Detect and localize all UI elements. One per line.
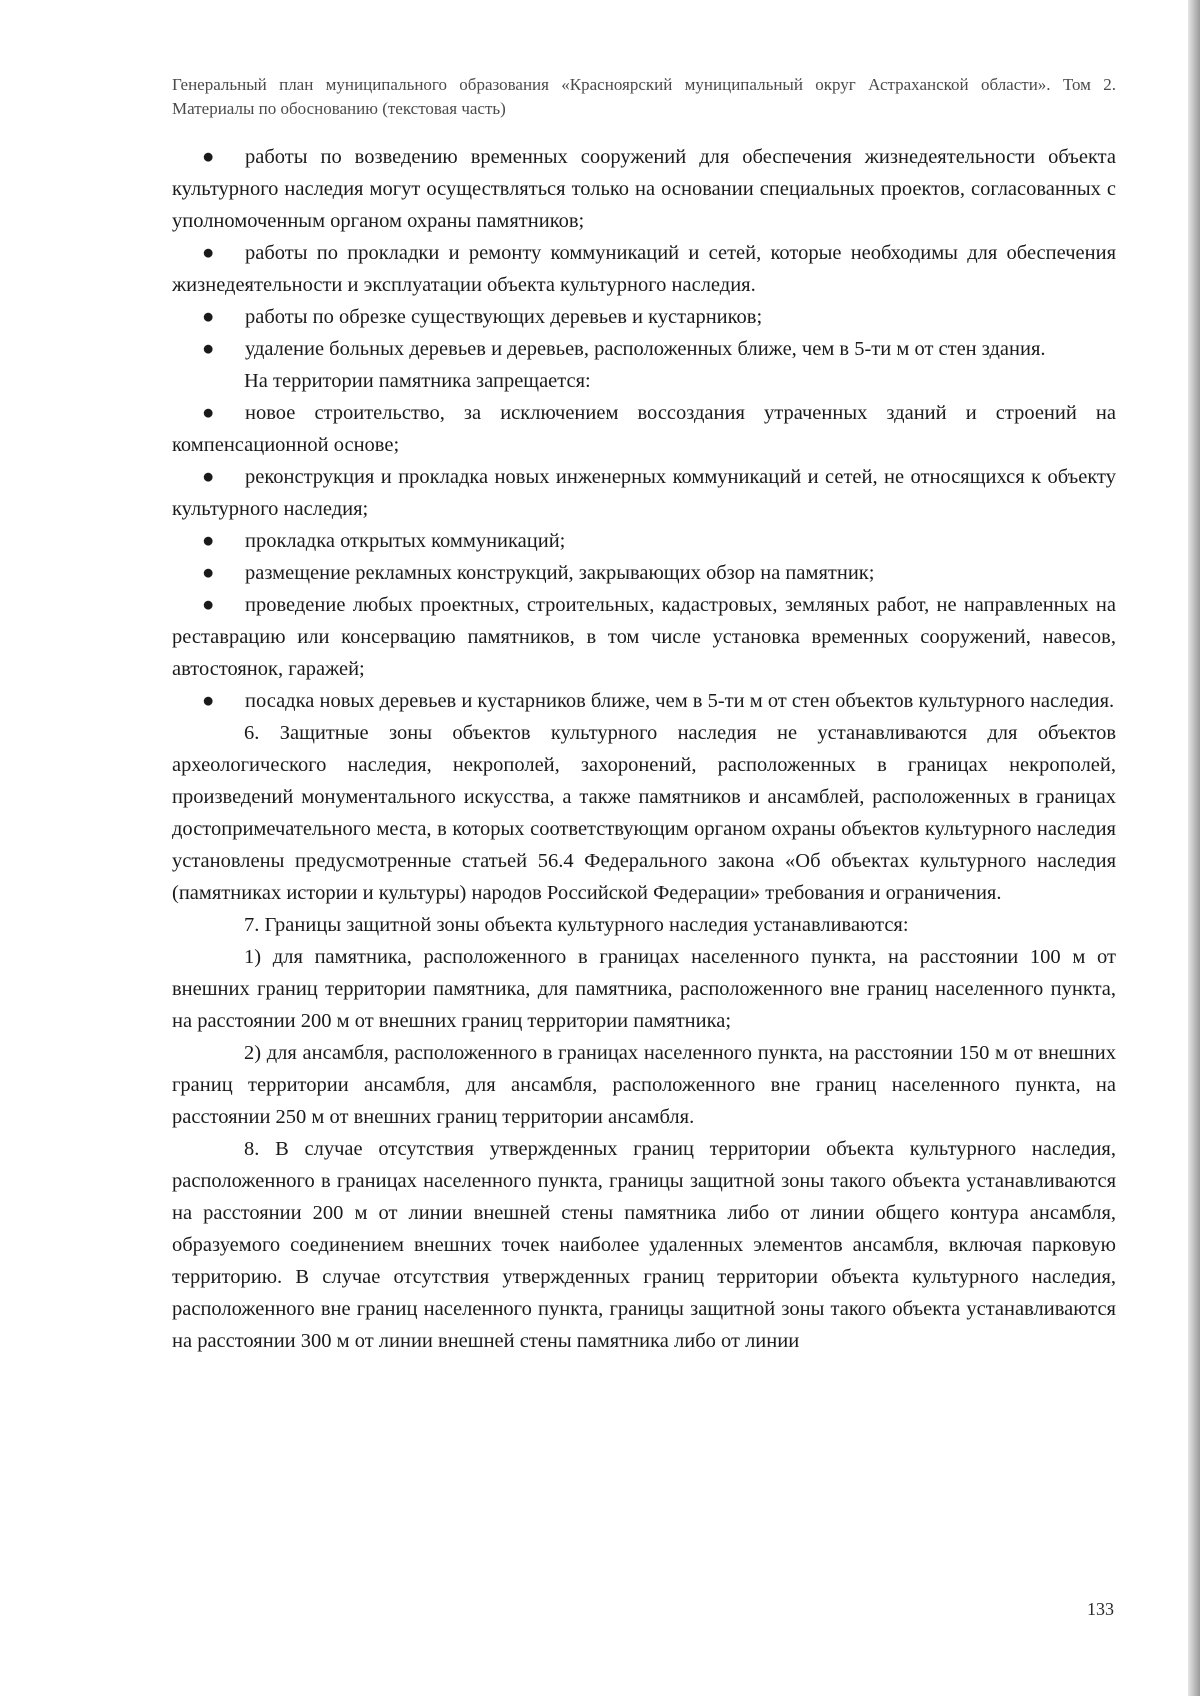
list-item [172,301,1116,333]
document-body [172,141,1116,1357]
list-item [172,461,1116,525]
list-item [172,557,1116,589]
list-item-text: работы по прокладки и ремонту коммуникаций и сетей, которые необходимы для обеспечения жизнедеятельности и эксплуатации объекта культурного наследия. [172,242,1116,296]
list-item-text: проведение любых проектных, строительных, кадастровых, земляных работ, не направленных на реставрацию или консервацию памятников, в том числе установка временных сооружений, навесов, автостоянок, гаражей; [172,594,1116,680]
list-item [172,685,1116,717]
bullet-icon: ● [202,530,215,552]
bullet-icon: ● [202,146,215,168]
page-number: 133 [1087,1599,1114,1619]
list-item [172,237,1116,301]
paragraph: 6. Защитные зоны объектов культурного наследия не устанавливаются для объектов археологического наследия, некрополей, захоронений, расположенных в границах некрополей, произведений монументального искусства, а также памятников и ансамблей, расположенных в границах достопримечательного места, в которых соответствующим органом охраны объектов культурного наследия установлены предусмотренные статьей 56.4 Федерального закона «Об объектах культурного наследия (памятниках истории и культуры) народов Российской Федерации» требования и ограничения. [172,722,1116,904]
bullet-icon: ● [202,306,215,328]
list-item [172,333,1116,365]
list-item-text: удаление больных деревьев и деревьев, расположенных ближе, чем в 5-ти м от стен здания. [245,338,1046,360]
list-item [172,397,1116,461]
list-item-text: посадка новых деревьев и кустарников ближе, чем в 5-ти м от стен объектов культурного наследия. [245,690,1115,712]
bullet-icon: ● [202,594,215,616]
list-item [172,589,1116,685]
page-edge-shadow [1188,0,1200,1696]
paragraph: 2) для ансамбля, расположенного в границах населенного пункта, на расстоянии 150 м от внешних границ территории ансамбля, для ансамбля, расположенного вне границ населенного пункта, на расстоянии 250 м от внешних границ территории ансамбля. [172,1042,1116,1128]
paragraph: На территории памятника запрещается: [244,370,591,392]
list-item-text: работы по возведению временных сооружений для обеспечения жизнедеятельности объекта культурного наследия могут осуществляться только на основании специальных проектов, согласованных с уполномоченным органом охраны памятников; [172,146,1116,232]
list-item-text: размещение рекламных конструкций, закрывающих обзор на памятник; [245,562,875,584]
paragraph: 8. В случае отсутствия утвержденных границ территории объекта культурного наследия, расположенного в границах населенного пункта, границы защитной зоны такого объекта устанавливаются на расстоянии 200 м от линии внешней стены памятника либо от линии общего контура ансамбля, образуемого соединением внешних точек наиболее удаленных элементов ансамбля, включая парковую территорию. В случае отсутствия утвержденных границ территории объекта культурного наследия, расположенного вне границ населенного пункта, границы защитной зоны такого объекта устанавливаются на расстоянии 300 м от линии внешней стены памятника либо от линии [172,1138,1116,1352]
running-header: Генеральный план муниципального образования «Красноярский муниципальный округ Астраханской области». Том 2. Материалы по обоснованию (текстовая часть) [172,75,1116,118]
bullet-icon: ● [202,242,215,264]
bullet-icon: ● [202,338,215,360]
list-item [172,141,1116,237]
bullet-icon: ● [202,402,215,424]
paragraph: 7. Границы защитной зоны объекта культурного наследия устанавливаются: [244,914,909,936]
bullet-icon: ● [202,466,215,488]
paragraph: 1) для памятника, расположенного в границах населенного пункта, на расстоянии 100 м от внешних границ территории памятника, для памятника, расположенного вне границ населенного пункта, на расстоянии 200 м от внешних границ территории памятника; [172,946,1116,1032]
list-item-text: работы по обрезке существующих деревьев и кустарников; [245,306,763,328]
list-item-text: реконструкция и прокладка новых инженерных коммуникаций и сетей, не относящихся к объекту культурного наследия; [172,466,1116,520]
list-item-text: прокладка открытых коммуникаций; [245,530,566,552]
bullet-icon: ● [202,562,215,584]
list-item [172,525,1116,557]
bullet-icon: ● [202,690,215,712]
list-item-text: новое строительство, за исключением воссоздания утраченных зданий и строений на компенсационной основе; [172,402,1116,456]
